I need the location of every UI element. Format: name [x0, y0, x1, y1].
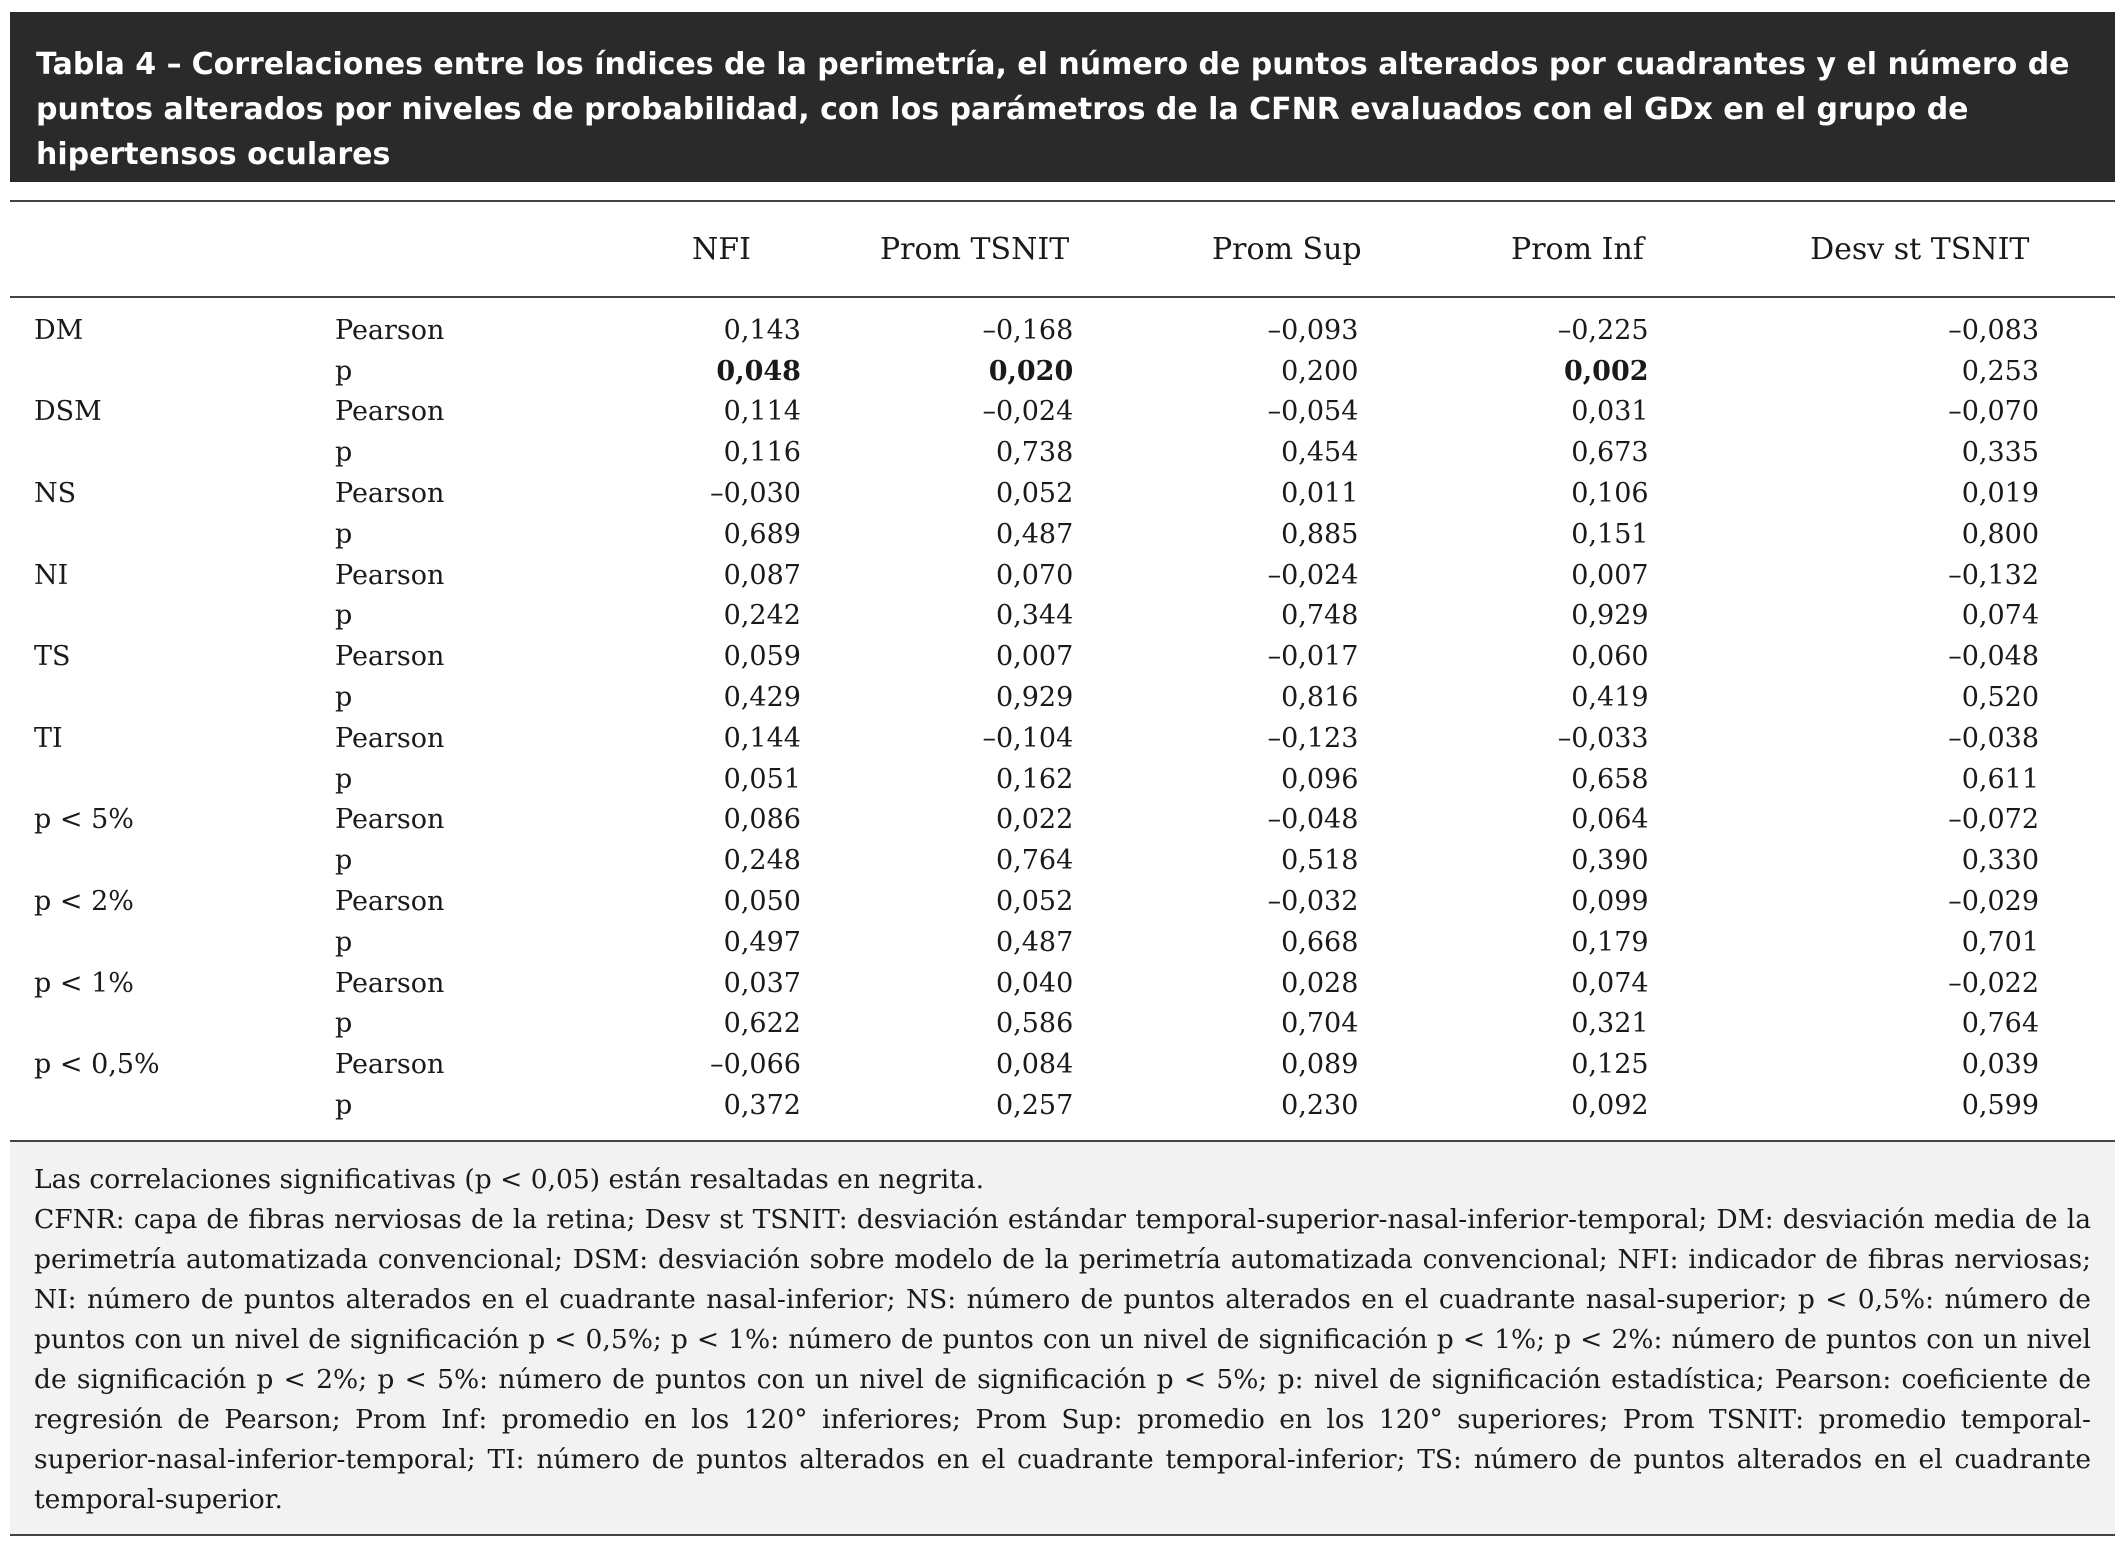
row-variable: NI [34, 559, 69, 591]
row-variable [10, 677, 335, 718]
row-value-3: 0,748 [1281, 600, 1359, 632]
row-value-4: 0,673 [1571, 437, 1649, 469]
row-variable [10, 1004, 335, 1045]
row-value-4: 0,106 [1571, 478, 1649, 510]
row-value-5: 0,019 [1961, 478, 2039, 510]
row-value-3: 0,230 [1281, 1090, 1359, 1122]
row-variable: NS [34, 478, 77, 510]
row-value-3: 0,668 [1281, 926, 1359, 958]
row-value-2: 0,344 [995, 600, 1074, 632]
row-value-1: 0,242 [723, 600, 801, 632]
row-value-2: 0,929 [995, 682, 1074, 714]
table-row [10, 514, 2115, 555]
row-value-3: 0,454 [1281, 437, 1359, 469]
table-row [10, 881, 2115, 922]
row-value-1: 0,037 [723, 967, 801, 999]
row-value-1: 0,689 [723, 518, 801, 550]
table-row [10, 596, 2115, 637]
row-statistic: Pearson [335, 314, 445, 346]
row-value-2: 0,070 [995, 559, 1074, 591]
header-prom-inf: Prom Inf [1430, 202, 1724, 297]
table-body [10, 297, 2115, 1140]
table-row [10, 432, 2115, 473]
row-value-5: 0,701 [1961, 926, 2039, 958]
row-value-3: 0,089 [1281, 1049, 1359, 1081]
row-value-5: 0,611 [1961, 763, 2039, 795]
row-value-5: 0,335 [1961, 437, 2039, 469]
row-variable [10, 514, 335, 555]
row-value-2: 0,022 [995, 804, 1074, 836]
table-row [10, 351, 2115, 392]
row-value-5: 0,039 [1961, 1049, 2039, 1081]
row-statistic: p [335, 1008, 353, 1040]
row-value-4: 0,064 [1571, 804, 1649, 836]
table-row [10, 759, 2115, 800]
row-value-2: 0,052 [995, 478, 1074, 510]
header-nfi: NFI [637, 202, 806, 297]
row-value-4: 0,151 [1571, 518, 1649, 550]
row-statistic: Pearson [335, 641, 445, 673]
header-variable [10, 202, 335, 297]
row-statistic: Pearson [335, 1049, 445, 1081]
table-row [10, 840, 2115, 881]
row-value-1: –0,066 [710, 1049, 801, 1081]
row-value-5: 0,599 [1961, 1090, 2039, 1122]
row-value-4: 0,929 [1571, 600, 1649, 632]
row-value-5: –0,029 [1948, 886, 2039, 918]
row-value-3: 0,011 [1281, 478, 1359, 510]
row-value-2: 0,052 [995, 886, 1074, 918]
row-value-3: –0,017 [1267, 641, 1359, 673]
row-value-3: 0,704 [1281, 1008, 1359, 1040]
row-value-4: 0,007 [1571, 559, 1649, 591]
row-statistic: p [335, 682, 353, 714]
row-value-2: –0,104 [982, 722, 1074, 754]
row-value-1: 0,048 [716, 355, 801, 387]
row-value-5: –0,038 [1948, 722, 2039, 754]
row-value-4: 0,419 [1571, 682, 1649, 714]
row-value-4: 0,060 [1571, 641, 1649, 673]
caption-text: Correlaciones entre los índices de la perimetría, el número de puntos alterados por cuadrantes y el número de puntos alterados por niveles de probabilidad, con los parámetros de la CFNR evaluados con el GDx en el grupo de hipertensos oculares [36, 47, 2070, 172]
row-statistic: Pearson [335, 722, 445, 754]
row-variable: p < 2% [34, 886, 134, 918]
row-variable [10, 922, 335, 963]
row-value-4: 0,321 [1571, 1008, 1649, 1040]
row-value-4: 0,125 [1571, 1049, 1649, 1081]
row-value-4: –0,033 [1557, 722, 1649, 754]
row-variable [10, 351, 335, 392]
row-variable [10, 432, 335, 473]
significance-note: Las correlaciones significativas (p < 0,05) están resaltadas en negrita. [34, 1163, 985, 1195]
row-value-2: 0,738 [995, 437, 1074, 469]
row-value-4: –0,225 [1557, 314, 1649, 346]
row-value-4: 0,179 [1571, 926, 1649, 958]
row-value-1: 0,116 [723, 437, 801, 469]
row-value-2: 0,257 [995, 1090, 1074, 1122]
table-row [10, 392, 2115, 433]
row-value-1: 0,429 [723, 682, 801, 714]
correlation-table [10, 202, 2115, 1140]
row-value-1: 0,143 [723, 314, 801, 346]
row-statistic: Pearson [335, 396, 445, 428]
row-statistic: p [335, 518, 353, 550]
row-value-2: 0,487 [995, 926, 1074, 958]
row-value-2: 0,020 [988, 355, 1074, 387]
row-value-2: 0,586 [995, 1008, 1074, 1040]
row-value-2: 0,084 [995, 1049, 1074, 1081]
row-value-1: 0,622 [723, 1008, 801, 1040]
row-value-1: 0,144 [723, 722, 801, 754]
row-value-2: 0,162 [995, 763, 1074, 795]
row-value-1: 0,114 [723, 396, 801, 428]
row-statistic: Pearson [335, 886, 445, 918]
row-variable: TS [34, 641, 71, 673]
row-statistic: Pearson [335, 804, 445, 836]
row-value-5: 0,800 [1961, 518, 2039, 550]
row-value-3: 0,096 [1281, 763, 1359, 795]
header-prom-sup: Prom Sup [1143, 202, 1430, 297]
row-value-4: 0,002 [1564, 355, 1649, 387]
row-value-5: 0,764 [1961, 1008, 2039, 1040]
table-row [10, 555, 2115, 596]
row-value-1: 0,372 [723, 1090, 801, 1122]
row-value-1: 0,497 [723, 926, 801, 958]
table-row [10, 800, 2115, 841]
row-value-5: –0,132 [1948, 559, 2039, 591]
row-value-3: –0,123 [1267, 722, 1359, 754]
row-variable: TI [34, 722, 63, 754]
row-value-4: 0,390 [1571, 845, 1649, 877]
row-value-4: 0,092 [1571, 1090, 1649, 1122]
table-row [10, 636, 2115, 677]
row-variable [10, 759, 335, 800]
row-value-4: 0,031 [1571, 396, 1649, 428]
row-value-1: 0,059 [723, 641, 801, 673]
table-footnotes [10, 1140, 2115, 1536]
row-value-5: –0,072 [1948, 804, 2039, 836]
row-variable: p < 1% [34, 967, 134, 999]
row-value-4: 0,658 [1571, 763, 1649, 795]
row-value-1: 0,086 [723, 804, 801, 836]
row-value-3: –0,093 [1267, 314, 1359, 346]
table-row [10, 473, 2115, 514]
row-value-5: –0,083 [1948, 314, 2039, 346]
row-value-1: 0,248 [723, 845, 801, 877]
row-variable [10, 1085, 335, 1140]
row-value-3: 0,200 [1281, 355, 1359, 387]
row-value-3: 0,816 [1281, 682, 1359, 714]
row-statistic: p [335, 926, 353, 958]
row-value-5: 0,520 [1961, 682, 2039, 714]
row-value-1: 0,050 [723, 886, 801, 918]
abbreviations-note: CFNR: capa de fibras nerviosas de la retina; Desv st TSNIT: desviación estándar temporal-superior-nasal-inferior-temporal; DM: desviación media de la perimetría automatizada convencional; DSM: desviación sobre modelo de la perimetría automatizada convencional; NFI: indicador de fibras nerviosas; NI: número de puntos alterados en el cuadrante nasal-inferior; NS: número de puntos alterados en el cuadrante nasal-superior; p < 0,5%: número de puntos con un nivel de significación p < 0,5%; p < 1%: número de puntos con un nivel de significación p < 1%; p < 2%: número de puntos con un nivel de significación p < 2%; p < 5%: número de puntos con un nivel de significación p < 5%; p: nivel de significación estadística; Pearson: coeficiente de regresión de Pearson; Prom Inf: promedio en los 120° inferiores; Prom Sup: promedio en los 120° superiores; Prom TSNIT: promedio temporal-superior-nasal-inferior-temporal; TI: número de puntos alterados en el cuadrante temporal-inferior; TS: número de puntos alterados en el cuadrante temporal-superior. [34, 1203, 2091, 1515]
row-variable: p < 0,5% [34, 1049, 160, 1081]
row-value-4: 0,074 [1571, 967, 1649, 999]
table-row [10, 922, 2115, 963]
row-statistic: p [335, 355, 353, 387]
row-variable [10, 596, 335, 637]
row-value-3: 0,518 [1281, 845, 1359, 877]
row-value-1: 0,087 [723, 559, 801, 591]
row-statistic: Pearson [335, 967, 445, 999]
row-value-5: 0,074 [1961, 600, 2039, 632]
table-row [10, 677, 2115, 718]
table-row [10, 1085, 2115, 1140]
row-value-2: –0,168 [982, 314, 1074, 346]
row-value-1: –0,030 [710, 478, 801, 510]
row-value-2: 0,764 [995, 845, 1074, 877]
row-statistic: p [335, 1090, 353, 1122]
row-value-5: –0,022 [1948, 967, 2039, 999]
table-row [10, 718, 2115, 759]
header-desv-st-tsnit: Desv st TSNIT [1725, 202, 2115, 297]
row-statistic: p [335, 763, 353, 795]
table-header [10, 202, 2115, 297]
row-value-3: –0,024 [1267, 559, 1359, 591]
row-value-5: 0,330 [1961, 845, 2039, 877]
table-row [10, 297, 2115, 351]
table-row [10, 1044, 2115, 1085]
row-variable: DSM [34, 396, 102, 428]
table-4 [10, 12, 2115, 1536]
row-statistic: p [335, 600, 353, 632]
row-value-3: –0,048 [1267, 804, 1359, 836]
row-value-3: 0,885 [1281, 518, 1359, 550]
row-value-5: –0,048 [1948, 641, 2039, 673]
row-value-5: –0,070 [1948, 396, 2039, 428]
table-caption [10, 12, 2115, 182]
row-value-3: 0,028 [1281, 967, 1359, 999]
header-statistic [335, 202, 637, 297]
header-prom-tsnit: Prom TSNIT [806, 202, 1143, 297]
table-row [10, 963, 2115, 1004]
row-value-2: 0,040 [995, 967, 1074, 999]
row-value-2: –0,024 [982, 396, 1074, 428]
row-statistic: p [335, 845, 353, 877]
row-value-2: 0,007 [995, 641, 1074, 673]
table-row [10, 1004, 2115, 1045]
row-variable: p < 5% [34, 804, 134, 836]
row-value-3: –0,032 [1267, 886, 1359, 918]
data-table-area [10, 200, 2115, 1140]
caption-label: Tabla 4 – [36, 47, 182, 82]
row-statistic: Pearson [335, 559, 445, 591]
row-value-3: –0,054 [1267, 396, 1359, 428]
row-value-4: 0,099 [1571, 886, 1649, 918]
row-variable [10, 840, 335, 881]
row-value-1: 0,051 [723, 763, 801, 795]
row-statistic: Pearson [335, 478, 445, 510]
header-row [10, 202, 2115, 297]
row-variable: DM [34, 314, 84, 346]
row-value-5: 0,253 [1961, 355, 2039, 387]
row-statistic: p [335, 437, 353, 469]
row-value-2: 0,487 [995, 518, 1074, 550]
